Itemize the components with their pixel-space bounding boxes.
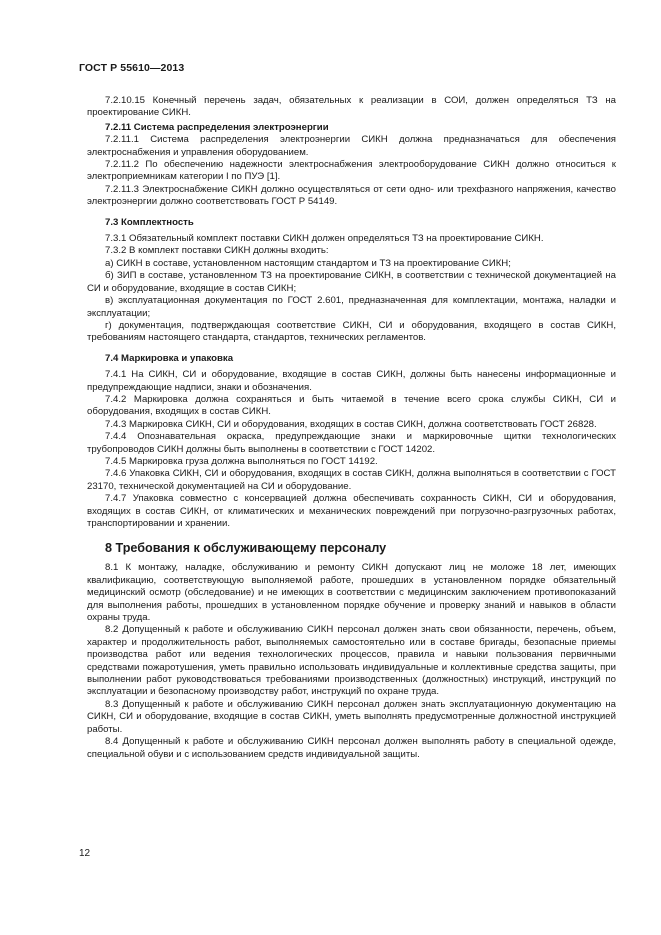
paragraph: 7.2.11.1 Система распределения электроэнергии СИКН должна предназначаться для обеспечения электроснабжения и управления оборудованием.	[87, 134, 616, 158]
paragraph: а) СИКН в составе, установленном настоящим стандартом и ТЗ на проектирование СИКН;	[105, 257, 511, 269]
page-number: 12	[79, 848, 91, 859]
paragraph: 7.4.2 Маркировка должна сохраняться и быть читаемой в течение всего срока службы СИКН, СИ и оборудования, входящих в состав СИКН.	[87, 393, 616, 418]
paragraph: 7.2.11.2 По обеспечению надежности электроснабжения электрооборудование СИКН должно относиться к электроприемникам категории I по ПУЭ [1].	[87, 159, 616, 183]
paragraph: 7.4.1 На СИКН, СИ и оборудование, входящие в состав СИКН, должны быть нанесены информационные и предупреждающие надписи, знаки и обозначения.	[87, 369, 616, 393]
paragraph: 7.2.11.3 Электроснабжение СИКН должно осуществляться от сети одно- или трехфазного напряжения, качество электроэнергии должно соответствовать ГОСТ Р 54149.	[87, 183, 616, 208]
subsection-heading: 7.3 Комплектность	[105, 216, 194, 228]
paragraph: 7.2.10.15 Конечный перечень задач, обязательных к реализации в СОИ, должен определяться ТЗ на проектирование СИКН.	[87, 95, 616, 119]
document-body	[87, 95, 616, 761]
paragraph: 8.2 Допущенный к работе и обслуживанию СИКН персонал должен знать свои обязанности, перечень, объем, характер и продолжительность работ, выполняемых самостоятельно или в составе бригады, безопасные приемы производства работ или ведения технологических процессов, правила и навыки пользования первичными средствами пожаротушения, уметь правильно использовать индивидуальные и коллективные средства защиты, при выполнении работ руководствоваться требованиями производственных (должностных) инструкций, инструкций по эксплуатации и безопасному производству работ, инструкций по охране труда.	[87, 624, 616, 698]
paragraph: 7.4.3 Маркировка СИКН, СИ и оборудования, входящих в состав СИКН, должна соответствовать ГОСТ 26828.	[105, 418, 597, 430]
paragraph: 7.4.4 Опознавательная окраска, предупреждающие знаки и маркировочные щитки технологических трубопроводов СИКН должны быть выполнены в соответствии с ГОСТ 14202.	[87, 431, 616, 455]
paragraph: 7.4.7 Упаковка совместно с консервацией должна обеспечивать сохранность СИКН, СИ и оборудования, входящих в состав СИКН, от климатических и механических повреждений при погрузочно-разгрузочных работах, транспортировании и хранении.	[87, 493, 616, 529]
paragraph: б) ЗИП в составе, установленном ТЗ на проектирование СИКН, в соответствии с технической документацией на СИ и оборудование, входящие в состав СИКН;	[87, 270, 616, 294]
paragraph: 8.1 К монтажу, наладке, обслуживанию и ремонту СИКН допускают лиц не моложе 18 лет, имеющих квалификацию, соответствующую выполняемой работе, прошедших в установленном порядке обязательный медицинский осмотр (обследование) и не имеющих в соответствии с медицинским заключением противопоказаний для выполнения работы, прошедших в установленном порядке обучение и проверку знаний и навыков в области охраны труда.	[87, 562, 616, 624]
paragraph: в) эксплуатационная документация по ГОСТ 2.601, предназначенная для комплектации, монтажа, наладки и эксплуатации;	[87, 295, 616, 319]
paragraph: 7.3.1 Обязательный комплект поставки СИКН должен определяться ТЗ на проектирование СИКН.	[105, 233, 544, 245]
paragraph: 7.4.5 Маркировка груза должна выполняться по ГОСТ 14192.	[105, 455, 378, 467]
paragraph: 8.3 Допущенный к работе и обслуживанию СИКН персонал должен знать эксплуатационную документацию на СИКН, СИ и оборудование, входящие в состав СИКН, уметь выполнять предусмотренные должностной инструкцией работы.	[87, 698, 616, 735]
section-heading: 8 Требования к обслуживающему персоналу	[105, 541, 387, 556]
document-header: ГОСТ Р 55610—2013	[79, 62, 185, 74]
clause-heading: 7.2.11 Система распределения электроэнергии	[105, 121, 329, 133]
paragraph: г) документация, подтверждающая соответствие СИКН, СИ и оборудования, входящего в состав СИКН, требованиям настоящего стандарта, стандартов, технических регламентов.	[87, 319, 616, 344]
paragraph: 7.4.6 Упаковка СИКН, СИ и оборудования, входящих в состав СИКН, должна выполняться в соответствии с ГОСТ 23170, технической документацией на СИ и оборудование.	[87, 468, 616, 492]
paragraph: 7.3.2 В комплект поставки СИКН должны входить:	[105, 245, 329, 257]
paragraph: 8.4 Допущенный к работе и обслуживанию СИКН персонал должен выполнять работу в специальной одежде, специальной обуви и с использованием средств индивидуальной защиты.	[87, 736, 616, 760]
subsection-heading: 7.4 Маркировка и упаковка	[105, 352, 234, 364]
